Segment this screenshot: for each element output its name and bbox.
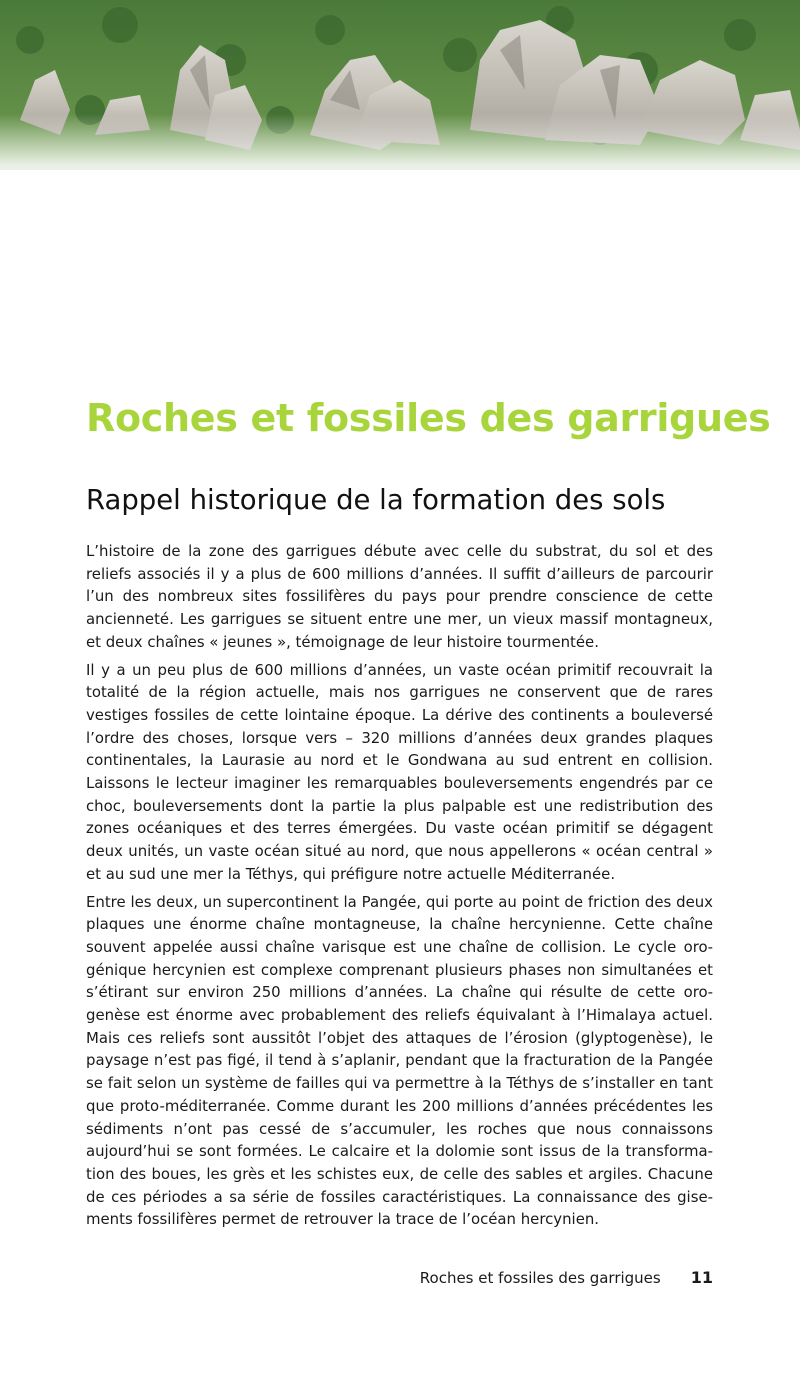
body-text — [86, 540, 713, 1236]
section-title: Rappel historique de la formation des sols — [86, 484, 666, 516]
page-number: 11 — [690, 1268, 713, 1287]
running-title: Roches et fossiles des garrigues — [419, 1269, 661, 1287]
paragraph: L’histoire de la zone des garrigues débute avec celle du substrat, du sol et des reliefs associés il y a plus de 600 millions d’années. Il suffit d’ailleurs de parcourir l’un des nombreux sites fossilifères du pays pour prendre conscience de cette ancienneté. Les garrigues se situent entre une mer, un vieux massif montagneux, et deux chaînes « jeunes », témoignage de leur histoire tourmentée. — [86, 542, 713, 651]
page-footer — [86, 1268, 713, 1287]
chapter-title: Roches et fossiles des garrigues — [86, 396, 771, 440]
header-landscape-photo — [0, 0, 800, 300]
paragraph: Il y a un peu plus de 600 millions d’années, un vaste océan primitif recouvrait la totalité de la région actuelle, mais nos garrigues ne conservent que de rares vestiges fossiles de cette lointaine époque. La dérive des continents a bouleversé l’ordre des choses, lorsque vers – 320 millions d’années deux grandes plaques continentales, la Laurasie au nord et le Gondwana au sud entrent en collision. Laissons le lecteur imaginer les remarquables bouleversements engendrés par ce choc, bouleversements dont la partie la plus palpable est une redistribution des zones océaniques et des terres émergées. Du vaste océan primitif se dégagent deux unités, un vaste océan situé au nord, que nous appellerons « océan central » et au sud une mer la Téthys, qui préfigure notre actuelle Méditerranée. — [86, 660, 713, 883]
paragraph: Entre les deux, un supercontinent la Pangée, qui porte au point de friction des deux plaques une énorme chaîne montagneuse, la chaîne hercynienne. Cette chaîne souvent appelée aussi chaîne varisque est une chaîne de collision. Le cycle orogénique hercynien est complexe comprenant plusieurs phases non simultanées et s’étirant sur environ 250 millions d’années. La chaîne qui résulte de cette orogenèse est énorme avec probablement des reliefs équivalant à l’Himalaya actuel. Mais ces reliefs sont aussitôt l’objet des attaques de l’érosion (glyptogenèse), le paysage n’est pas figé, il tend à s’aplanir, pendant que la fracturation de la Pangée se fait selon un système de failles qui va permettre à la Téthys de s’installer en tant que proto-méditerranée. Comme durant les 200 millions d’années précédentes les sédiments n’ont pas cessé de s’accumuler, les roches que nous connaissons aujourd’hui se sont formées. Le calcaire et la dolomie sont issus de la transformation des boues, les grès et les schistes eux, de celle des sables et argiles. Chacune de ces périodes a sa série de fossiles caractéristiques. La connaissance des gisements fossilifères permet de retrouver la trace de l’océan hercynien. — [86, 892, 713, 1229]
